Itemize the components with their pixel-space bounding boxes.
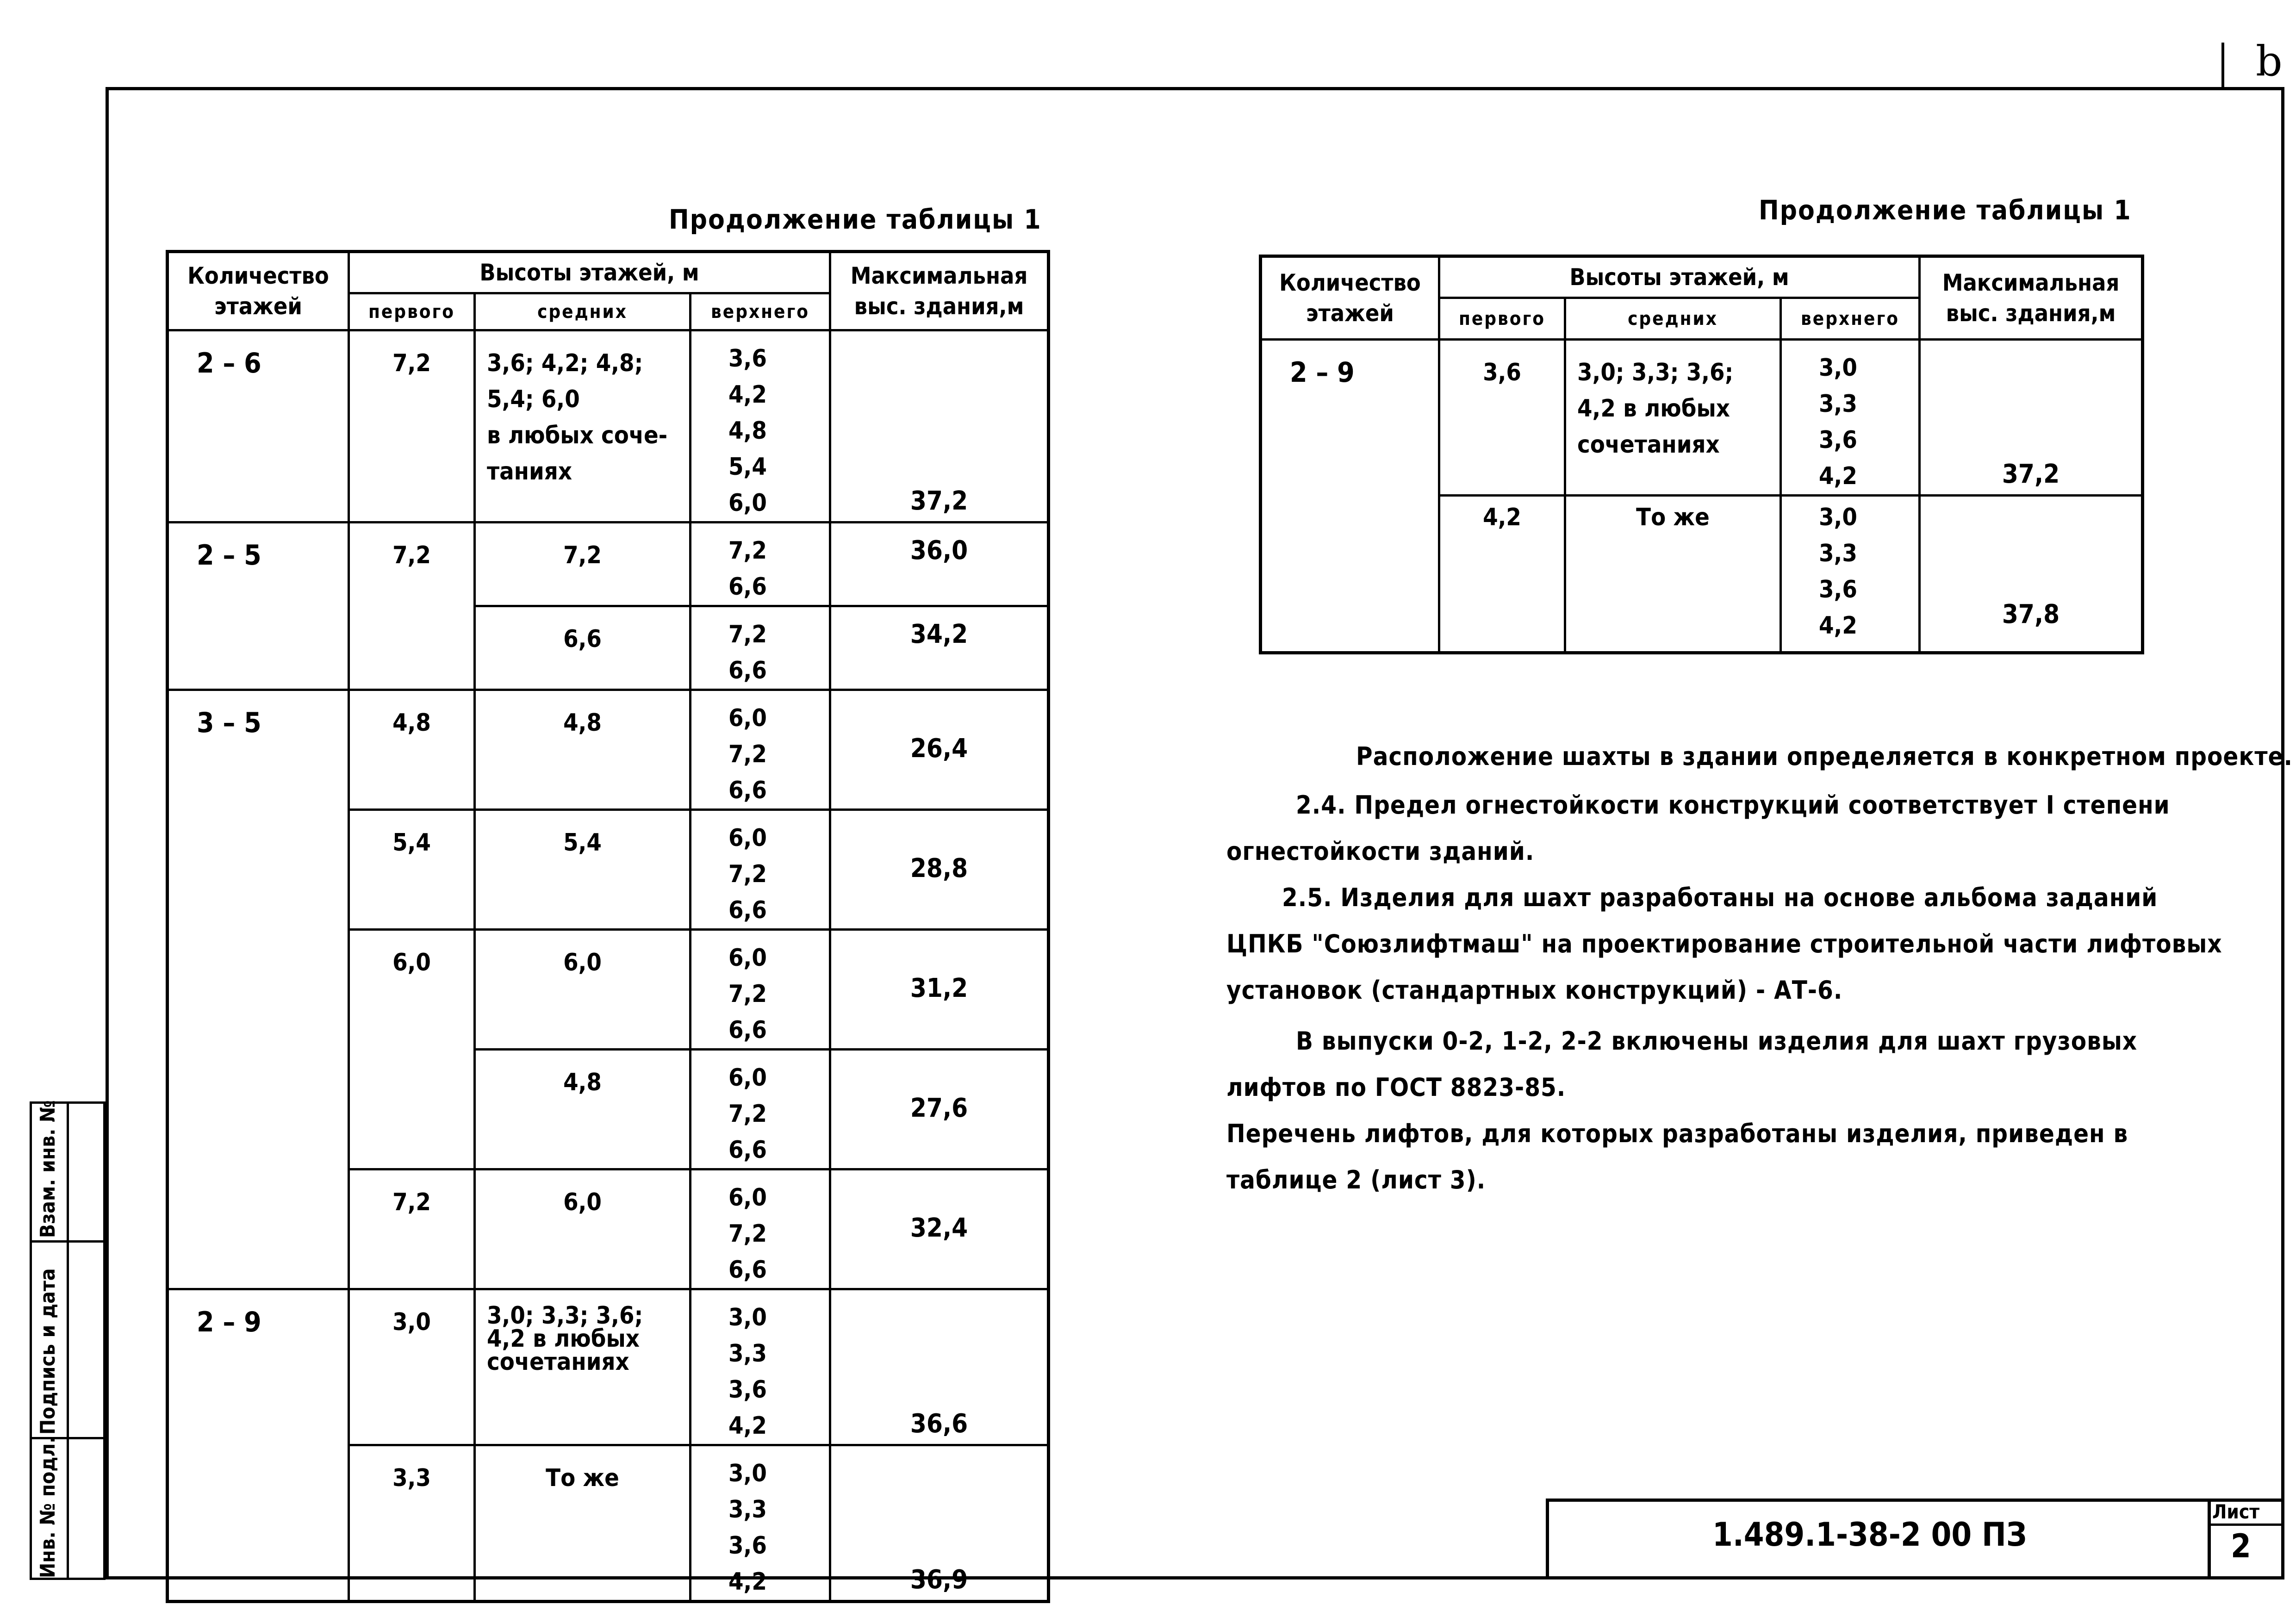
top-cell: 6,0 7,2 6,6: [691, 1169, 830, 1289]
header-middle: средних: [1565, 298, 1781, 340]
note-line: установок (стандартных конструкций) - АТ-6.: [1226, 976, 1843, 1005]
top-cell: 3,0 3,3 3,6 4,2: [691, 1445, 830, 1602]
header-heights: Высоты этажей, м: [1439, 256, 1920, 298]
max-cell: 37,8: [1920, 496, 2143, 653]
header-max: Максимальная выс. здания,м: [830, 252, 1049, 330]
header-top: верхнего: [1781, 298, 1920, 340]
table-row: [168, 330, 1049, 522]
corner-page-mark: b: [2256, 37, 2283, 86]
left-table: [166, 250, 1050, 1603]
first-cell: 7,2: [349, 1169, 475, 1289]
middle-cell: 4,8: [475, 1050, 691, 1169]
side-stamp-values: [67, 1101, 106, 1580]
header-count: Количество этажей: [168, 252, 349, 330]
table-row: [168, 1289, 1049, 1445]
header-count: Количество этажей: [1261, 256, 1439, 340]
middle-cell: 3,6; 4,2; 4,8; 5,4; 6,0 в любых соче- таниях: [475, 330, 691, 522]
max-cell: 31,2: [830, 930, 1049, 1050]
note-line: 2.4. Предел огнестойкости конструкций соответствует I степени: [1296, 790, 2170, 820]
note-line: Расположение шахты в здании определяется в конкретном проекте.: [1356, 742, 2293, 771]
top-cell: 6,0 7,2 6,6: [691, 690, 830, 810]
max-cell: 26,4: [830, 690, 1049, 810]
middle-cell: 6,0: [475, 1169, 691, 1289]
top-cell: 6,0 7,2 6,6: [691, 930, 830, 1050]
side-stamp: [30, 1101, 106, 1580]
first-cell: 7,2: [349, 522, 475, 690]
note-line: таблице 2 (лист 3).: [1226, 1165, 1486, 1194]
top-cell: 6,0 7,2 6,6: [691, 810, 830, 930]
note-line: огнестойкости зданий.: [1226, 837, 1535, 866]
header-heights: Высоты этажей, м: [349, 252, 830, 293]
max-cell: 36,6: [830, 1289, 1049, 1445]
middle-cell: 3,0; 3,3; 3,6; 4,2 в любых сочетаниях: [475, 1289, 691, 1445]
table-row: [1261, 340, 2143, 496]
note-line: Перечень лифтов, для которых разработаны изделия, приведен в: [1226, 1119, 2128, 1148]
middle-cell: 6,0: [475, 930, 691, 1050]
middle-cell: 3,0; 3,3; 3,6; 4,2 в любых сочетаниях: [1565, 340, 1781, 496]
first-cell: 4,2: [1439, 496, 1565, 653]
first-cell: 3,3: [349, 1445, 475, 1602]
top-cell: 7,2 6,6: [691, 606, 830, 690]
header-first: первого: [349, 293, 475, 330]
max-cell: 36,0: [830, 522, 1049, 606]
top-cell: 3,0 3,3 3,6 4,2: [691, 1289, 830, 1445]
first-cell: 7,2: [349, 330, 475, 522]
max-cell: 28,8: [830, 810, 1049, 930]
middle-cell: 6,6: [475, 606, 691, 690]
right-table: [1259, 255, 2144, 654]
top-cell: 6,0 7,2 6,6: [691, 1050, 830, 1169]
max-cell: 37,2: [830, 330, 1049, 522]
count-cell: 2 – 9: [1261, 340, 1439, 653]
count-cell: 2 – 9: [168, 1289, 349, 1602]
middle-cell: 7,2: [475, 522, 691, 606]
header-first: первого: [1439, 298, 1565, 340]
corner-tick: [2221, 43, 2224, 89]
right-table-caption: Продолжение таблицы 1: [1759, 194, 2132, 226]
max-cell: 27,6: [830, 1050, 1049, 1169]
max-cell: 34,2: [830, 606, 1049, 690]
first-cell: 6,0: [349, 930, 475, 1169]
header-middle: средних: [475, 293, 691, 330]
sheet-label: Лист: [2212, 1500, 2260, 1523]
top-cell: 3,0 3,3 3,6 4,2: [1781, 496, 1920, 653]
sheet-number: 2: [2231, 1527, 2251, 1565]
count-cell: 2 – 6: [168, 330, 349, 522]
note-line: лифтов по ГОСТ 8823-85.: [1226, 1073, 1566, 1102]
header-max: Максимальная выс. здания,м: [1920, 256, 2143, 340]
max-cell: 36,9: [830, 1445, 1049, 1602]
top-cell: 3,6 4,2 4,8 5,4 6,0: [691, 330, 830, 522]
document-code: 1.489.1-38-2 00 ПЗ: [1712, 1516, 2027, 1554]
max-cell: 37,2: [1920, 340, 2143, 496]
note-line: 2.5. Изделия для шахт разработаны на основе альбома заданий: [1282, 883, 2158, 912]
max-cell: 32,4: [830, 1169, 1049, 1289]
sheet-divider: [2208, 1524, 2284, 1526]
left-table-caption: Продолжение таблицы 1: [669, 204, 1042, 235]
count-cell: 3 – 5: [168, 690, 349, 1289]
header-top: верхнего: [691, 293, 830, 330]
table-row: [168, 690, 1049, 810]
table-row: [168, 522, 1049, 606]
side-stamp-replacement-label: Взам. инв. №: [36, 1100, 60, 1238]
top-cell: 7,2 6,6: [691, 522, 830, 606]
middle-cell: 5,4: [475, 810, 691, 930]
side-stamp-signature-label: Подпись и дата: [36, 1268, 60, 1435]
top-cell: 3,0 3,3 3,6 4,2: [1781, 340, 1920, 496]
side-stamp-inv-label: Инв. № подл.: [36, 1436, 60, 1578]
first-cell: 3,0: [349, 1289, 475, 1445]
first-cell: 5,4: [349, 810, 475, 930]
note-line: В выпуски 0-2, 1-2, 2-2 включены изделия для шахт грузовых: [1296, 1026, 2138, 1056]
first-cell: 3,6: [1439, 340, 1565, 496]
count-cell: 2 – 5: [168, 522, 349, 690]
first-cell: 4,8: [349, 690, 475, 810]
note-line: ЦПКБ "Союзлифтмаш" на проектирование строительной части лифтовых: [1226, 929, 2222, 958]
middle-cell: То же: [1565, 496, 1781, 653]
middle-cell: 4,8: [475, 690, 691, 810]
middle-cell: То же: [475, 1445, 691, 1602]
